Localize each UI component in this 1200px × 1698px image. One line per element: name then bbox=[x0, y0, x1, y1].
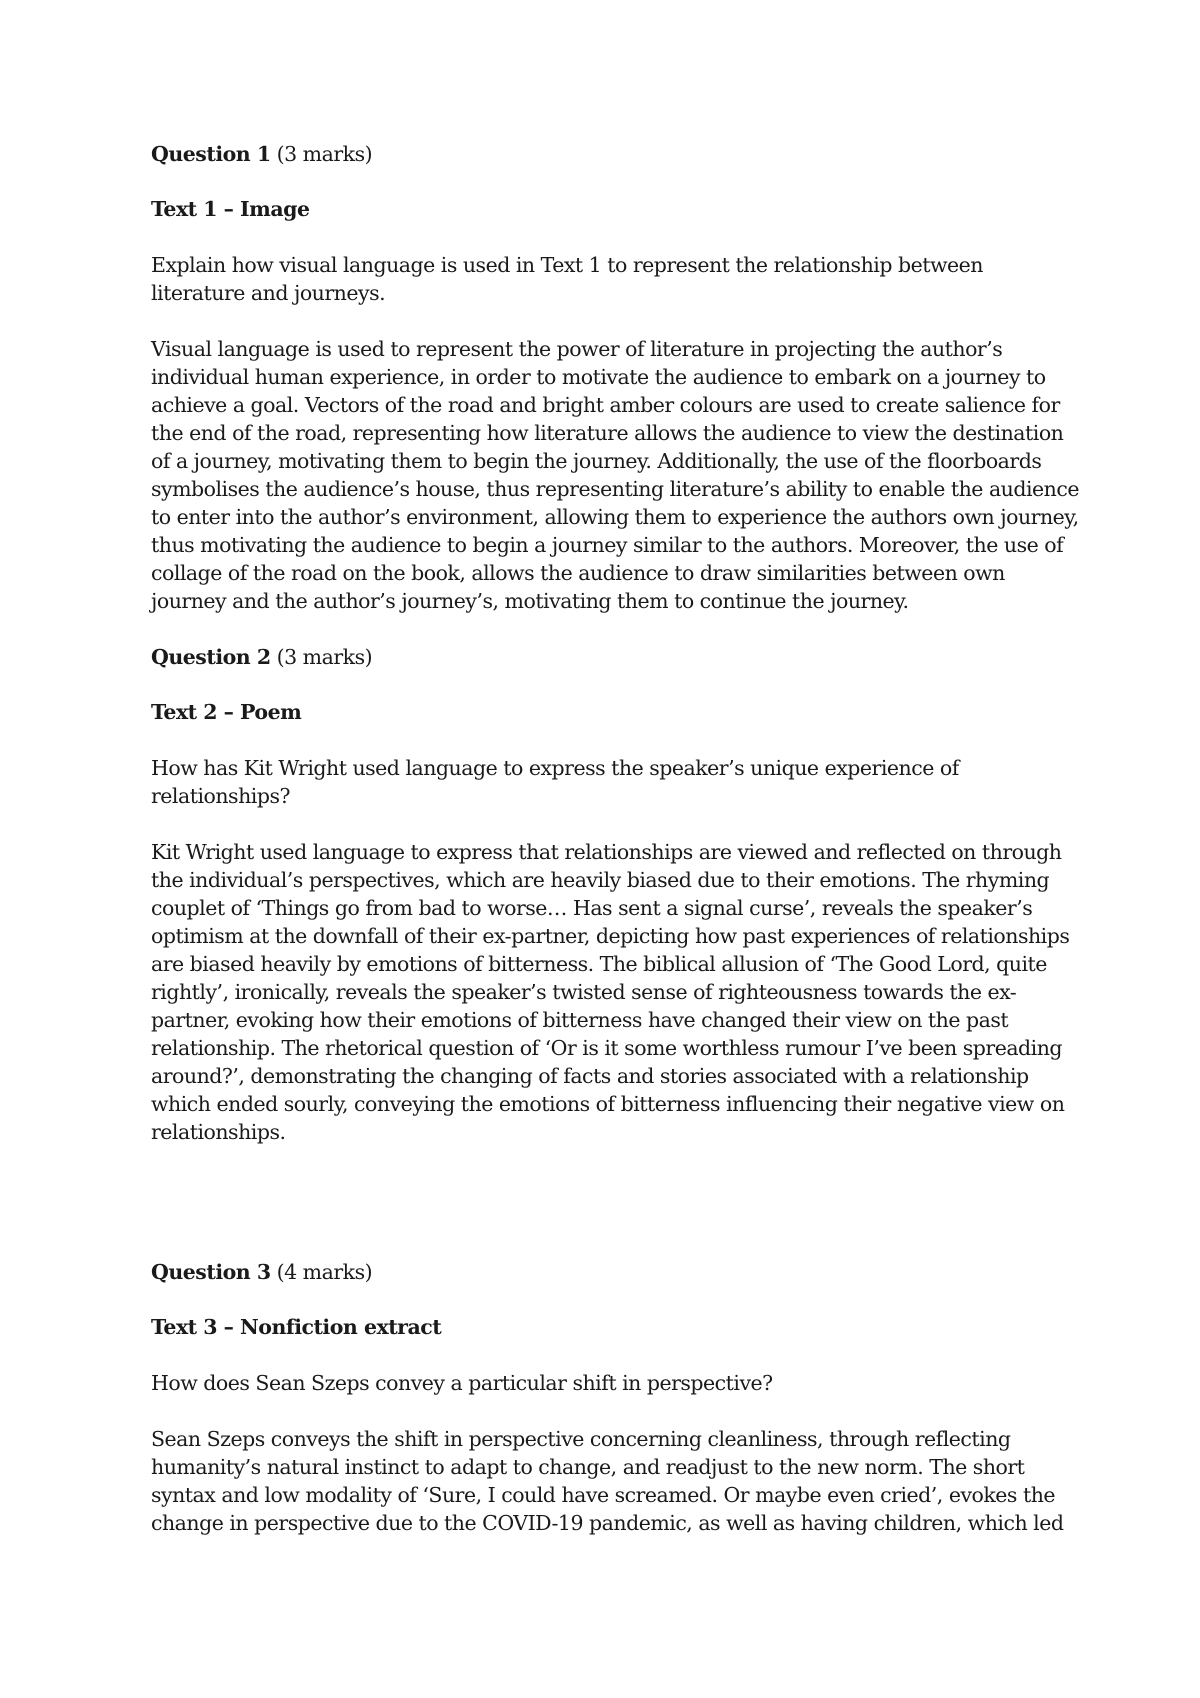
question-label: Question 2 bbox=[151, 645, 271, 669]
question-1-section bbox=[151, 140, 1081, 615]
question-marks: (4 marks) bbox=[276, 1260, 373, 1284]
question-label: Question 1 bbox=[151, 142, 271, 166]
question-3-prompt: How does Sean Szeps convey a particular shift in perspective? bbox=[151, 1371, 773, 1395]
question-2-section bbox=[151, 643, 1081, 1146]
question-3-section bbox=[151, 1258, 1081, 1537]
question-2-prompt: How has Kit Wright used language to express the speaker’s unique experience of relationships? bbox=[151, 756, 959, 808]
text-2-heading: Text 2 – Poem bbox=[151, 700, 302, 724]
text-3-heading: Text 3 – Nonfiction extract bbox=[151, 1315, 442, 1339]
question-2-heading bbox=[151, 643, 1081, 671]
question-2-answer: Kit Wright used language to express that relationships are viewed and reflected on through the individual’s perspectives, which are heavily biased due to their emotions. The rhyming couplet of ‘Things go from bad to worse… Has sent a signal curse’, reveals the speaker’s optimism at the downfall of their ex-partner, depicting how past experiences of relationships are biased heavily by emotions of bitterness. The biblical allusion of ‘The Good Lord, quite rightly’, ironically, reveals the speaker’s twisted sense of righteousness towards the ex-partner, evoking how their emotions of bitterness have changed their view on the past relationship. The rhetorical question of ‘Or is it some worthless rumour I’ve been spreading around?’, demonstrating the changing of facts and stories associated with a relationship which ended sourly, conveying the emotions of bitterness influencing their negative view on relationships. bbox=[151, 840, 1070, 1144]
question-1-heading bbox=[151, 140, 1081, 168]
question-3-heading bbox=[151, 1258, 1081, 1286]
question-3-answer: Sean Szeps conveys the shift in perspective concerning cleanliness, through reflecting humanity’s natural instinct to adapt to change, and readjust to the new norm. The short syntax and low modality of ‘Sure, I could have screamed. Or maybe even cried’, evokes the change in perspective due to the COVID-19 pandemic, as well as having children, which led bbox=[151, 1427, 1064, 1535]
question-label: Question 3 bbox=[151, 1260, 271, 1284]
question-marks: (3 marks) bbox=[276, 142, 373, 166]
text-1-heading: Text 1 – Image bbox=[151, 197, 310, 221]
question-1-prompt: Explain how visual language is used in Text 1 to represent the relationship between literature and journeys. bbox=[151, 253, 983, 305]
question-marks: (3 marks) bbox=[276, 645, 373, 669]
document-page bbox=[151, 140, 1081, 1537]
question-1-answer: Visual language is used to represent the power of literature in projecting the author’s individual human experience, in order to motivate the audience to embark on a journey to achieve a goal. Vectors of the road and bright amber colours are used to create salience for the end of the road, representing how literature allows the audience to view the destination of a journey, motivating them to begin the journey. Additionally, the use of the floorboards symbolises the audience’s house, thus representing literature’s ability to enable the audience to enter into the author’s environment, allowing them to experience the authors own journey, thus motivating the audience to begin a journey similar to the authors. Moreover, the use of collage of the road on the book, allows the audience to draw similarities between own journey and the author’s journey’s, motivating them to continue the journey. bbox=[151, 337, 1079, 613]
